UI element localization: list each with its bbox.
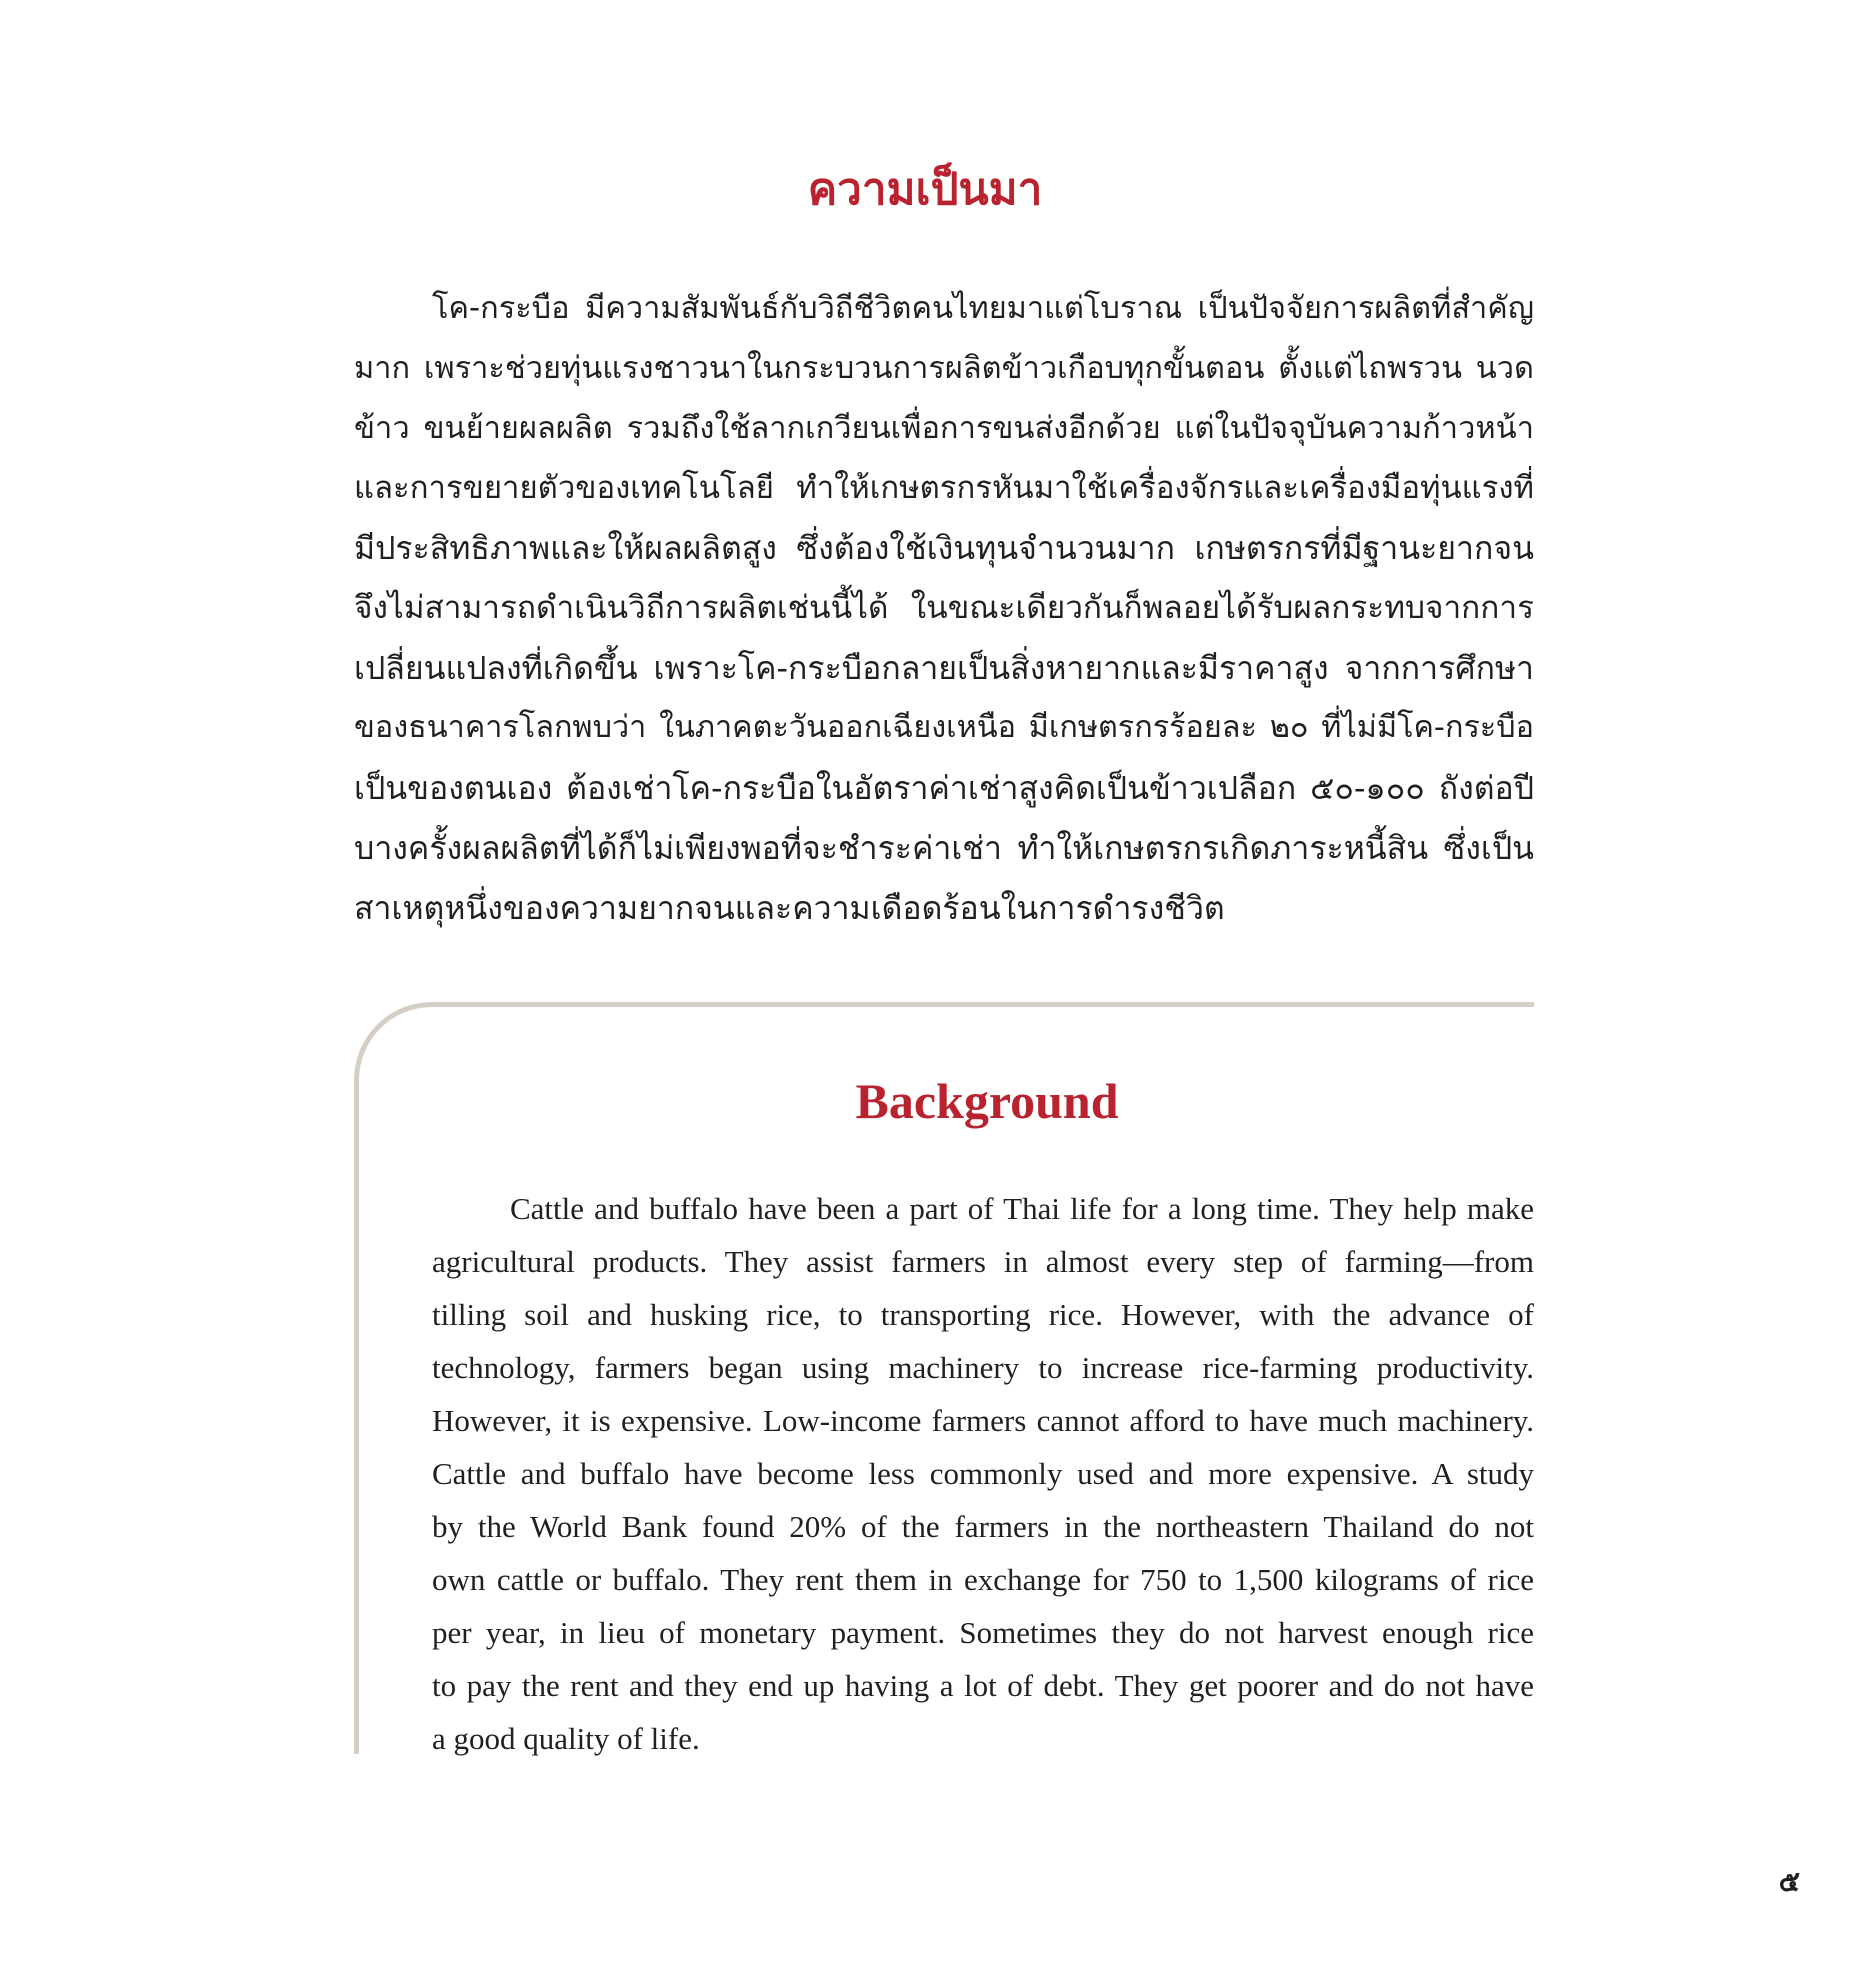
thai-body-line: ของธนาคารโลกพบว่า ในภาคตะวันออกเฉียงเหนือ มีเกษตรกรร้อยละ ๒๐ ที่ไม่มีโค-กระบือ — [354, 710, 1534, 745]
thai-body-line: เปลี่ยนแปลงที่เกิดขึ้น เพราะโค-กระบือกลายเป็นสิ่งหายากและมีราคาสูง จากการศึกษา — [354, 649, 1534, 687]
english-body-line: Cattle and buffalo have been a part of Thai life for a long time. They help make — [510, 1191, 1534, 1226]
english-body-line: per year, in lieu of monetary payment. Sometimes they do not harvest enough rice — [432, 1615, 1534, 1650]
english-section-title: Background — [855, 1073, 1119, 1129]
thai-body-line: สาเหตุหนึ่งของความยากจนและความเดือดร้อนในการดำรงชีวิต — [354, 889, 1225, 927]
thai-section-body — [354, 278, 1534, 938]
thai-body-line: และการขยายตัวของเทคโนโลยี ทำให้เกษตรกรหันมาใช้เครื่องจักรและเครื่องมือทุ่นแรงที่ — [354, 470, 1534, 506]
thai-body-line: เป็นของตนเอง ต้องเช่าโค-กระบือในอัตราค่าเช่าสูงคิดเป็นข้าวเปลือก ๕๐-๑๐๐ ถังต่อปี — [354, 769, 1534, 807]
english-body-line: a good quality of life. — [432, 1721, 700, 1756]
thai-section-title: ความเป็นมา — [807, 164, 1043, 215]
english-body-line: However, it is expensive. Low-income farmers cannot afford to have much machinery. — [432, 1403, 1534, 1438]
thai-body-line: ข้าว ขนย้ายผลผลิต รวมถึงใช้ลากเกวียนเพื่อการขนส่งอีกด้วย แต่ในปัจจุบันความก้าวหน้า — [354, 410, 1534, 446]
english-body-line: agricultural products. They assist farmers in almost every step of farming—from — [432, 1244, 1534, 1279]
english-body-line: own cattle or buffalo. They rent them in exchange for 750 to 1,500 kilograms of rice — [432, 1562, 1534, 1597]
english-body-line: Cattle and buffalo have become less commonly used and more expensive. A study — [432, 1456, 1534, 1491]
english-body-line: by the World Bank found 20% of the farmers in the northeastern Thailand do not — [432, 1509, 1534, 1544]
thai-body-line: บางครั้งผลผลิตที่ได้ก็ไม่เพียงพอที่จะชำระค่าเช่า ทำให้เกษตรกรเกิดภาระหนี้สิน ซึ่งเป็น — [354, 829, 1534, 867]
english-body-line: to pay the rent and they end up having a lot of debt. They get poorer and do not have — [432, 1668, 1534, 1703]
thai-body-line: จึงไม่สามารถดำเนินวิถีการผลิตเช่นนี้ได้ ในขณะเดียวกันก็พลอยได้รับผลกระทบจากการ — [354, 590, 1534, 626]
english-body-line: technology, farmers began using machinery to increase rice-farming productivity. — [432, 1350, 1534, 1385]
thai-body-line: มาก เพราะช่วยทุ่นแรงชาวนาในกระบวนการผลิตข้าวเกือบทุกขั้นตอน ตั้งแต่ไถพรวน นวด — [354, 350, 1534, 386]
english-body-line: tilling soil and husking rice, to transporting rice. However, with the advance of — [432, 1297, 1534, 1332]
thai-body-line: โค-กระบือ มีความสัมพันธ์กับวิถีชีวิตคนไทยมาแต่โบราณ เป็นปัจจัยการผลิตที่สำคัญ — [432, 290, 1534, 326]
thai-body-line: มีประสิทธิภาพและให้ผลผลิตสูง ซึ่งต้องใช้เงินทุนจำนวนมาก เกษตรกรที่มีฐานะยากจน — [354, 529, 1534, 567]
english-section-body — [432, 1182, 1534, 1765]
page-number: ๕ — [1778, 1865, 1800, 1898]
